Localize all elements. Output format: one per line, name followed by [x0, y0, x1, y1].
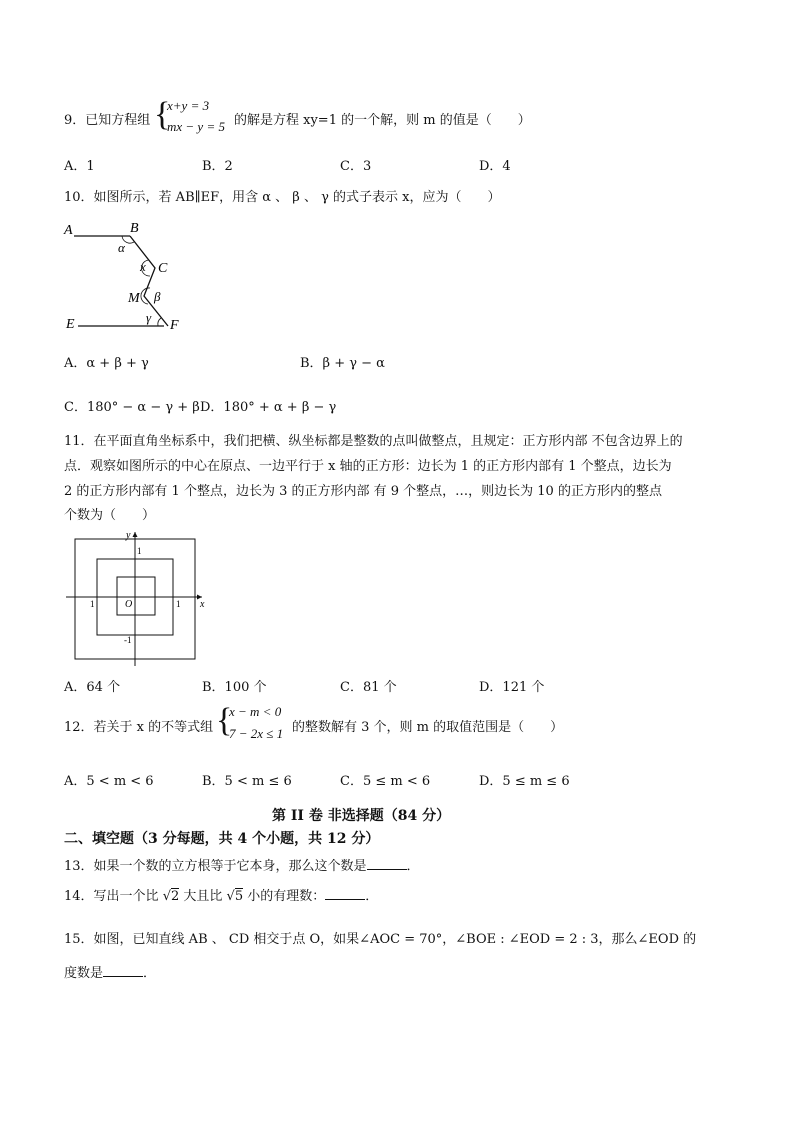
q13-end: ．: [406, 859, 420, 874]
q12-brace: {: [216, 702, 233, 739]
q12-question-tail: 的整数解有 3 个，则 m 的取值范围是（ ）: [292, 720, 564, 735]
q13-answer-blank[interactable]: [367, 857, 407, 870]
q11-option-c[interactable]: C．81 个: [340, 680, 397, 695]
q10-option-d[interactable]: D．180° + α + β − γ: [200, 400, 337, 415]
q11-option-a[interactable]: A．64 个: [64, 680, 121, 695]
q15-line-2-text: 度数是: [64, 966, 104, 981]
label-f: F: [170, 318, 179, 333]
label-c: C: [158, 261, 168, 276]
q15-line-2: [64, 962, 156, 981]
label-x: x: [140, 259, 146, 274]
q11-option-d[interactable]: D．121 个: [479, 680, 545, 695]
q12-number: 12．若关于 x 的不等式组: [64, 720, 214, 735]
tick-one-left: 1: [90, 599, 95, 609]
label-b: B: [130, 221, 139, 236]
q12-option-b[interactable]: B．5 < m ≤ 6: [202, 774, 292, 789]
q9-equation-1: x+y = 3: [167, 98, 210, 113]
label-gamma: γ: [146, 310, 152, 325]
square-small: [117, 577, 155, 615]
q12-option-d[interactable]: D．5 ≤ m ≤ 6: [479, 774, 570, 789]
q10-option-b[interactable]: B．β + γ − α: [300, 356, 385, 371]
sqrt-icon: √: [162, 889, 171, 904]
q10-figure: [60, 218, 200, 336]
label-alpha: α: [118, 240, 125, 255]
q14-mid: 大且比: [179, 889, 227, 904]
label-origin: O: [125, 599, 133, 610]
q14-sqrt2: 2: [170, 889, 180, 904]
q14-answer-blank[interactable]: [325, 887, 365, 900]
tick-neg-one: -1: [124, 635, 132, 645]
q14-sqrt5: 5: [234, 889, 244, 904]
q11-figure: [62, 528, 212, 668]
label-a: A: [64, 223, 73, 238]
q9-option-d[interactable]: D．4: [479, 159, 511, 174]
q11-line-2: 点．观察如图所示的中心在原点、一边平行于 x 轴的正方形：边长为 1 的正方形内部有 1 个整点，边长为: [64, 459, 672, 474]
q9-option-b[interactable]: B．2: [202, 159, 233, 174]
q14-end: ．: [365, 889, 379, 904]
q11-option-b[interactable]: B．100 个: [202, 680, 267, 695]
q9-equation-2: mx − y = 5: [167, 119, 225, 134]
q10-option-a[interactable]: A．α + β + γ: [64, 356, 149, 371]
q9-option-a[interactable]: A．1: [64, 159, 95, 174]
q11-line-1: 11．在平面直角坐标系中，我们把横、纵坐标都是整数的点叫做整点，且规定：正方形内部 不包含边界上的: [64, 434, 683, 449]
q13-text: 13．如果一个数的立方根等于它本身，那么这个数是: [64, 859, 367, 874]
tick-one-top: 1: [137, 546, 142, 556]
q12-option-a[interactable]: A．5 < m < 6: [64, 774, 154, 789]
q9-number: 9．已知方程组: [64, 113, 151, 128]
q14-post: 小的有理数：: [243, 889, 326, 904]
label-y: y: [126, 530, 131, 541]
q9-question-tail: 的解是方程 xy=1 的一个解，则 m 的值是（ ）: [234, 113, 531, 128]
q12-option-c[interactable]: C．5 ≤ m < 6: [340, 774, 431, 789]
label-e: E: [66, 317, 75, 332]
section-title: 第 II 卷 非选择题（84 分）: [272, 808, 451, 824]
part-heading: 二、填空题（3 分每题，共 4 个小题，共 12 分）: [64, 831, 380, 847]
q9-option-c[interactable]: C．3: [340, 159, 372, 174]
label-m: M: [128, 291, 140, 306]
q15-end: ．: [143, 966, 157, 981]
sqrt-icon: √: [226, 889, 235, 904]
q9-brace: {: [154, 96, 171, 133]
q11-line-3: 2 的正方形内部有 1 个整点，边长为 3 的正方形内部 有 9 个整点，…，则边长为 10 的正方形内的整点: [64, 484, 662, 499]
q13: [64, 855, 420, 874]
q15-line-1: 15．如图，已知直线 AB 、 CD 相交于点 O，如果∠AOC = 70°，∠BOE : ∠EOD = 2 : 3，那么∠EOD 的: [64, 932, 697, 947]
q14-pre: 14．写出一个比: [64, 889, 163, 904]
q12-inequality-2: 7 − 2x ≤ 1: [229, 726, 284, 741]
q11-line-4: 个数为（ ）: [64, 508, 156, 523]
label-x: x: [200, 599, 205, 610]
tick-one-right: 1: [176, 599, 181, 609]
q12-inequality-1: x − m < 0: [229, 704, 282, 719]
label-beta: β: [154, 289, 161, 304]
q10-option-c[interactable]: C．180° − α − γ + β: [64, 400, 200, 415]
q10-stem: 10．如图所示，若 AB∥EF，用含 α 、 β 、 γ 的式子表示 x，应为（ ）: [64, 190, 501, 205]
q14: [64, 885, 378, 904]
q15-answer-blank[interactable]: [103, 964, 143, 977]
